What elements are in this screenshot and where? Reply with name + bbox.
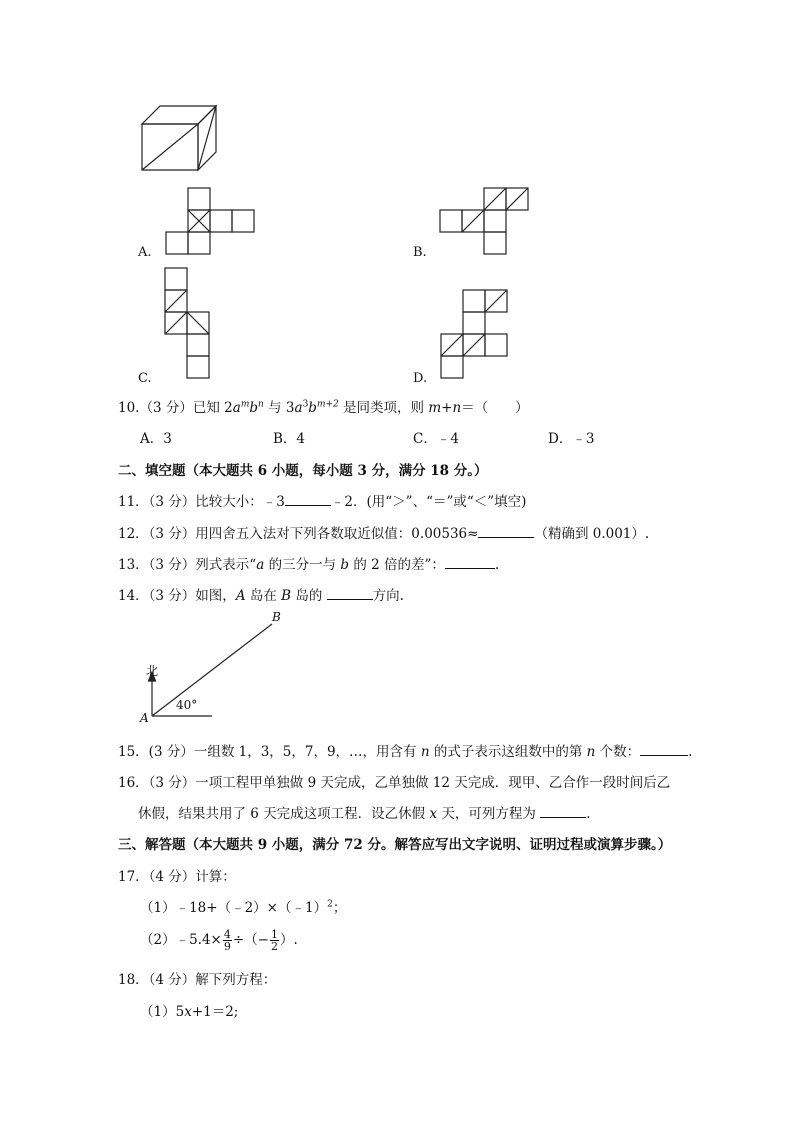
- answer-blank[interactable]: [540, 805, 586, 818]
- q10-option-b: B．4: [273, 431, 306, 447]
- question-10: 10.（3 分）已知 $2a^mb^n$ 与 $3a^3b^{m+2}$ 是同类项，则 m+n＝（ ）: [118, 399, 529, 416]
- question-14: 14．（3 分）如图，A 岛在 B 岛的 方向.: [118, 588, 404, 604]
- cube-figure: [140, 104, 220, 176]
- option-d-label: D.: [413, 371, 428, 386]
- answer-blank[interactable]: [327, 587, 373, 600]
- north-label: 北: [146, 664, 159, 678]
- point-b-label: B: [272, 610, 281, 624]
- bearing-figure: [140, 610, 290, 725]
- question-16-line-2: 休假，结果共用了 6 天完成这项工程．设乙休假 x 天，可列方程为 .: [138, 806, 591, 822]
- answer-blank[interactable]: [445, 556, 495, 569]
- answer-blank[interactable]: [640, 743, 688, 756]
- question-15: 15．(3 分）一组数 1，3，5，7，9，…，用含有 n 的式子表示这组数中的第 n 个数： .: [118, 744, 693, 760]
- option-a-label: A.: [138, 245, 152, 260]
- section-3-title: 三、解答题（本大题共 9 小题，满分 72 分。解答应写出文字说明、证明过程或演算步骤。）: [118, 837, 672, 853]
- q10-option-a: A．3: [140, 431, 172, 447]
- fraction: $\frac{1}{2}$: [271, 928, 278, 953]
- question-18-title: 18．（4 分）解下列方程：: [118, 972, 277, 988]
- question-11: 11．（3 分）比较大小：﹣3 ﹣2．(用“＞”、“＝”或“＜”填空): [118, 494, 527, 510]
- answer-blank[interactable]: [285, 493, 331, 506]
- fraction: $\frac{4}{9}$: [223, 928, 231, 953]
- section-2-title: 二、填空题（本大题共 6 小题，每小题 3 分，满分 18 分。）: [118, 463, 488, 479]
- angle-label: 40°: [176, 698, 198, 712]
- point-a-label: A: [140, 711, 149, 725]
- question-17-part-2: （2）﹣5.4× $\frac{4}{9}$ ÷（− $\frac{1}{2}$ ）.: [140, 928, 298, 953]
- answer-blank[interactable]: [478, 525, 534, 538]
- q10-option-c: C．﹣4: [413, 431, 459, 447]
- q10-option-d: D．﹣3: [548, 431, 595, 447]
- option-c-label: C.: [138, 371, 152, 386]
- question-12: 12．（3 分）用四舍五入法对下列各数取近似值：0.00536≈ （精确到 0.001）.: [118, 526, 650, 542]
- question-16-line-1: 16．（3 分）一项工程甲单独做 9 天完成，乙单独做 12 天完成．现甲、乙合作一段时间后乙: [118, 775, 671, 791]
- net-option-a: [166, 188, 258, 258]
- question-18-part-1: （1）5x+1＝2;: [140, 1004, 239, 1020]
- net-option-d: [441, 290, 513, 382]
- net-option-c: [165, 268, 215, 382]
- option-b-label: B.: [413, 245, 427, 260]
- question-17-title: 17．（4 分）计算：: [118, 869, 236, 885]
- question-17-part-1: （1）﹣18+（﹣2）×（﹣1）$^2$；: [140, 899, 347, 916]
- net-option-b: [440, 188, 532, 258]
- question-13: 13．（3 分）列式表示“a 的三分一与 b 的 2 倍的差”： .: [118, 557, 500, 573]
